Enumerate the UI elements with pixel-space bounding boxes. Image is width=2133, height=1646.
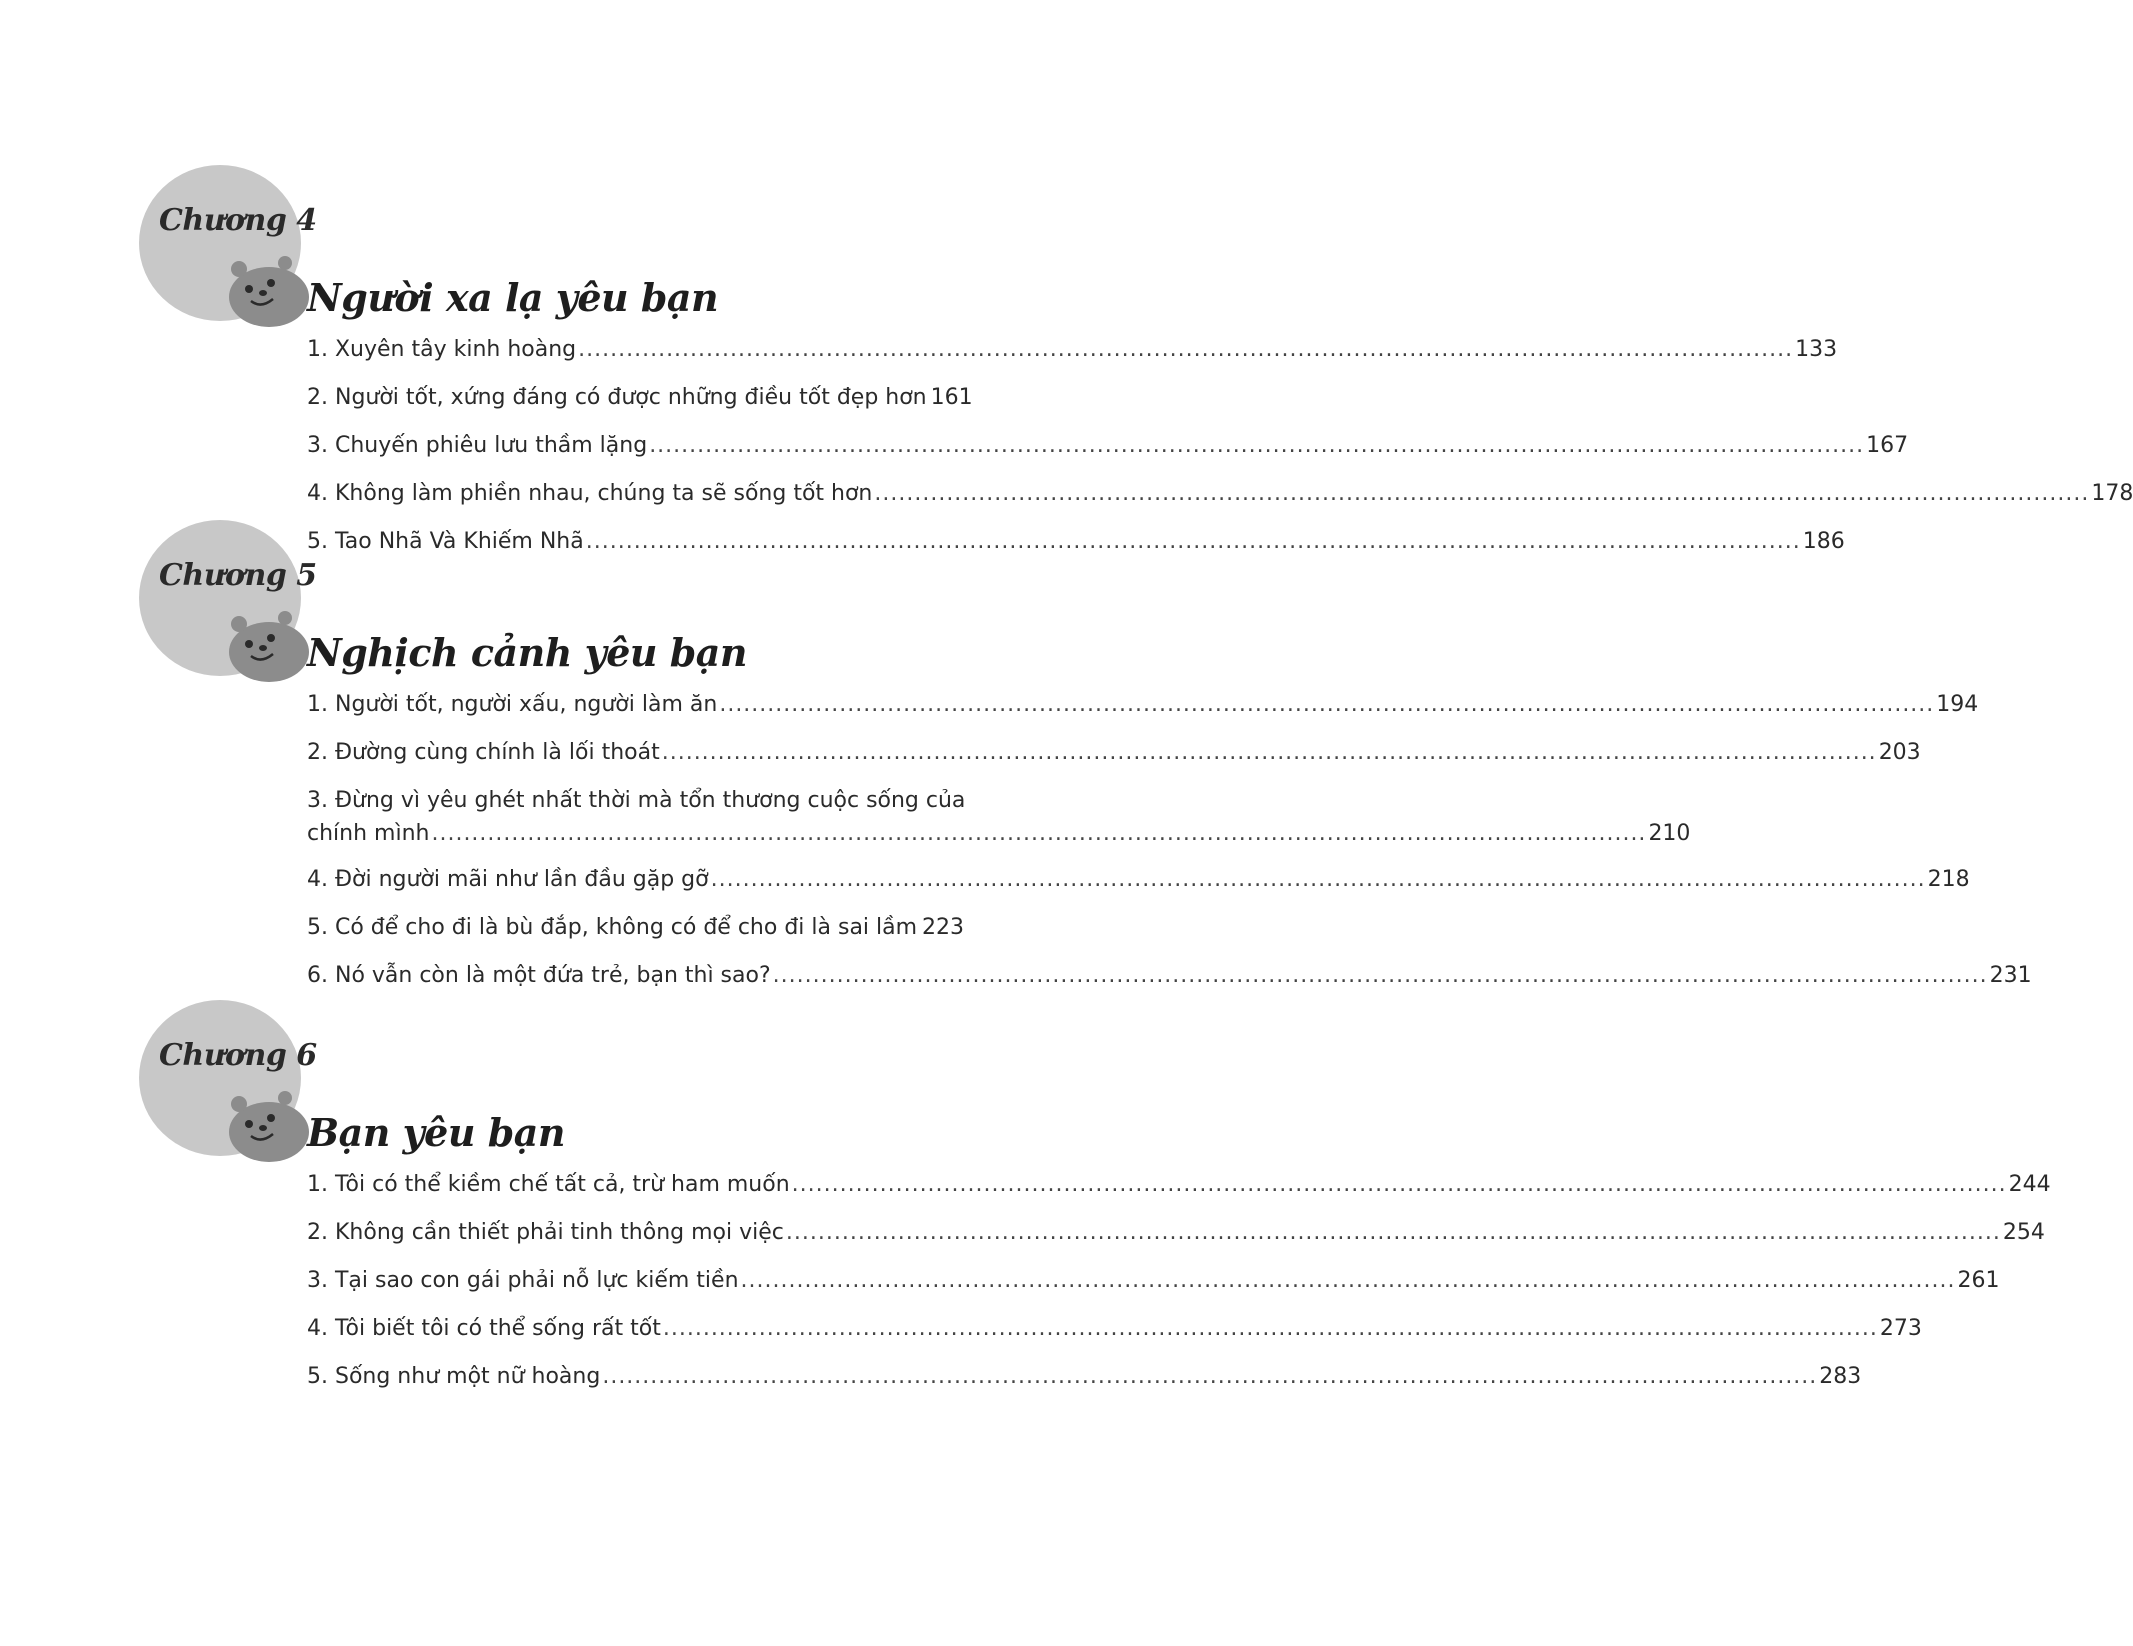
toc-entry[interactable] — [307, 333, 1838, 366]
chapter-label: Chương 6 — [159, 1038, 317, 1073]
page-number: 223 — [922, 915, 964, 940]
toc-entry[interactable] — [307, 1264, 2000, 1297]
toc-entry[interactable] — [307, 736, 1921, 769]
toc-entry[interactable] — [307, 381, 973, 414]
chapter-title: Bạn yêu bạn — [307, 1110, 566, 1155]
page-number: 254 — [2002, 1220, 2045, 1245]
entry-title: 4. Không làm phiền nhau, chúng ta sẽ sống tốt hơn — [307, 481, 873, 506]
entry-title: 1. Người tốt, người xấu, người làm ăn — [307, 692, 718, 717]
page-number: 231 — [1989, 963, 2032, 988]
dot-leader: ........................................................................................................................................................ — [719, 692, 1935, 717]
dot-leader: ........................................................................................................................................................ — [791, 1172, 2007, 1197]
page-number: 273 — [1879, 1316, 1922, 1341]
entry-title: 3. Chuyến phiêu lưu thầm lặng — [307, 433, 648, 458]
entry-title: 4. Tôi biết tôi có thể sống rất tốt — [307, 1316, 661, 1341]
toc-entry[interactable] — [307, 688, 1979, 721]
toc-entry[interactable] — [307, 477, 2133, 510]
toc-entry[interactable] — [307, 1216, 2045, 1249]
dot-leader: ........................................................................................................................................................ — [578, 337, 1794, 362]
bear-icon — [225, 602, 305, 682]
dot-leader: ........................................................................................................................................................ — [874, 481, 2090, 506]
dot-leader: ........................................................................................................................................................ — [740, 1268, 1956, 1293]
dot-leader: ........................................................................................................................................................ — [649, 433, 1865, 458]
chapter-title: Nghịch cảnh yêu bạn — [307, 630, 748, 675]
toc-entry[interactable] — [307, 863, 1970, 896]
toc-entry[interactable] — [307, 911, 964, 944]
dot-leader: ........................................................................................................................................................ — [602, 1364, 1818, 1389]
page-number: 178 — [2091, 481, 2133, 506]
page-number: 194 — [1936, 692, 1979, 717]
toc-entry[interactable] — [307, 959, 2032, 992]
chapter-badge — [139, 520, 317, 676]
toc-entry[interactable] — [307, 1360, 1862, 1393]
page-number: 203 — [1878, 740, 1921, 765]
entry-title: 2. Đường cùng chính là lối thoát — [307, 740, 660, 765]
entry-title: 5. Có để cho đi là bù đắp, không có để cho đi là sai lầm — [307, 915, 918, 940]
entry-title-line1: 3. Đừng vì yêu ghét nhất thời mà tổn thương cuộc sống của — [307, 788, 966, 813]
chapter-badge — [139, 165, 317, 321]
entry-title: 5. Sống như một nữ hoàng — [307, 1364, 601, 1389]
entry-title: chính mình — [307, 821, 430, 846]
entry-title: 1. Tôi có thể kiềm chế tất cả, trừ ham muốn — [307, 1172, 790, 1197]
chapter-label: Chương 4 — [159, 203, 317, 238]
toc-entry[interactable] — [307, 1312, 1922, 1345]
chapter-badge — [139, 1000, 317, 1156]
entry-title: 5. Tao Nhã Và Khiếm Nhã — [307, 529, 584, 554]
toc-entry[interactable] — [307, 1168, 2051, 1201]
bear-icon — [225, 1082, 305, 1162]
entry-title: 6. Nó vẫn còn là một đứa trẻ, bạn thì sao? — [307, 963, 771, 988]
toc-entry[interactable] — [307, 784, 1691, 850]
entry-title: 2. Không cần thiết phải tinh thông mọi việc — [307, 1220, 784, 1245]
page-number: 186 — [1802, 529, 1845, 554]
entry-title: 2. Người tốt, xứng đáng có được những điều tốt đẹp hơn — [307, 385, 927, 410]
page-number: 218 — [1927, 867, 1970, 892]
page-number: 210 — [1648, 821, 1691, 846]
dot-leader: ........................................................................................................................................................ — [772, 963, 1988, 988]
toc-entry[interactable] — [307, 429, 1909, 462]
entry-title: 4. Đời người mãi như lần đầu gặp gỡ — [307, 867, 709, 892]
dot-leader: ........................................................................................................................................................ — [662, 1316, 1878, 1341]
page-number: 244 — [2008, 1172, 2051, 1197]
page-number: 283 — [1819, 1364, 1862, 1389]
page-number: 133 — [1795, 337, 1838, 362]
dot-leader: ........................................................................................................................................................ — [710, 867, 1926, 892]
dot-leader: ........................................................................................................................................................ — [661, 740, 1877, 765]
dot-leader — [919, 911, 920, 944]
entry-title: 3. Tại sao con gái phải nỗ lực kiếm tiền — [307, 1268, 739, 1293]
entry-title: 1. Xuyên tây kinh hoàng — [307, 337, 577, 362]
toc-entry[interactable] — [307, 525, 1845, 558]
chapter-title: Người xa lạ yêu bạn — [307, 275, 719, 320]
bear-icon — [225, 247, 305, 327]
chapter-label: Chương 5 — [159, 558, 317, 593]
page-number: 167 — [1866, 433, 1909, 458]
page-number: 261 — [1957, 1268, 2000, 1293]
dot-leader: ........................................................................................................................................................ — [785, 1220, 2001, 1245]
dot-leader: ........................................................................................................................................................ — [585, 529, 1801, 554]
dot-leader: ........................................................................................................................................................ — [431, 821, 1647, 846]
page-number: 161 — [930, 385, 973, 410]
